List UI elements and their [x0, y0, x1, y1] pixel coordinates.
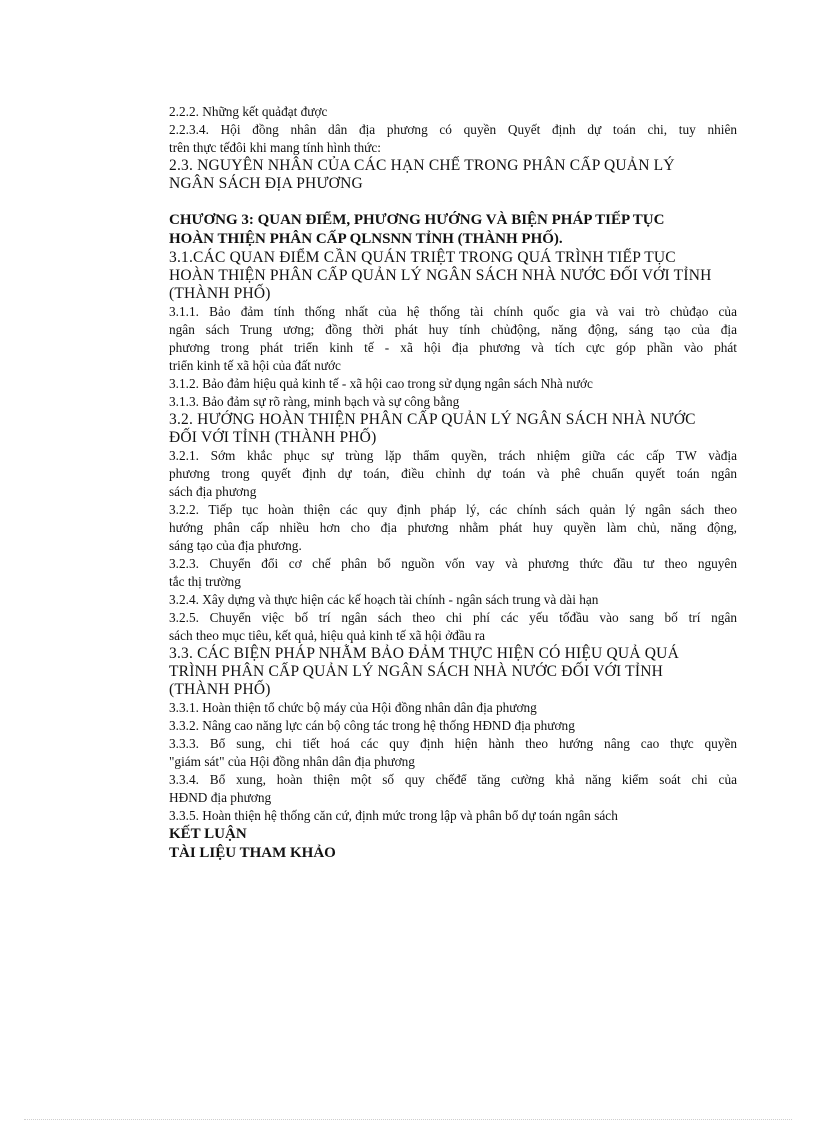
document-page	[169, 103, 737, 863]
text-line: 3.3.2. Nâng cao năng lực cán bộ công tác trong hệ thống HĐND địa phương	[169, 718, 575, 733]
text-line: 3.3.1. Hoàn thiện tổ chức bộ máy của Hội đồng nhân dân địa phương	[169, 700, 537, 715]
text-line: sáng tạo của địa phương.	[169, 538, 302, 553]
section-heading-line: HOÀN THIỆN PHÂN CẤP QUẢN LÝ NGÂN SÁCH NHÀ NƯỚC ĐỐI VỚI TỈNH	[169, 267, 712, 284]
bold-heading-line: KẾT LUẬN	[169, 826, 247, 842]
section-heading-line: ĐỐI VỚI TỈNH (THÀNH PHỐ)	[169, 429, 377, 446]
section-heading-line: 2.3. NGUYÊN NHÂN CỦA CÁC HẠN CHẾ TRONG PHÂN CẤP QUẢN LÝ	[169, 157, 675, 174]
section-heading-line: NGÂN SÁCH ĐỊA PHƯƠNG	[169, 175, 363, 192]
text-line: 3.3.4. Bổ xung, hoàn thiện một số quy chếđể tăng cường khả năng kiểm soát chi của	[169, 772, 737, 787]
blank-line	[169, 193, 737, 211]
text-line: 2.2.3.4. Hội đồng nhân dân địa phương có quyền Quyết định dự toán chi, tuy nhiên	[169, 122, 737, 137]
bold-heading-line: TÀI LIỆU THAM KHẢO	[169, 845, 336, 861]
text-line: sách theo mục tiêu, kết quả, hiệu quả kinh tế xã hội ởđầu ra	[169, 628, 486, 643]
section-heading-line: (THÀNH PHỐ)	[169, 681, 271, 698]
section-heading-line: 3.2. HƯỚNG HOÀN THIỆN PHÂN CẤP QUẢN LÝ NGÂN SÁCH NHÀ NƯỚC	[169, 411, 696, 428]
bold-heading-line: HOÀN THIỆN PHÂN CẤP QLNSNN TỈNH (THÀNH PHỐ).	[169, 231, 563, 247]
text-line: 3.1.1. Bảo đảm tính thống nhất của hệ thống tài chính quốc gia và vai trò chủđạo của	[169, 304, 737, 319]
text-line: triển kinh tế xã hội của đất nước	[169, 358, 341, 373]
page-bottom-border	[24, 1119, 792, 1120]
text-line: sách địa phương	[169, 484, 257, 499]
text-line: trên thực tếđôi khi mang tính hình thức:	[169, 140, 381, 155]
text-line: phương trong phát triển kinh tế - xã hội địa phương và tích cực góp phần vào phát	[169, 340, 737, 355]
section-heading-line: (THÀNH PHỐ)	[169, 285, 271, 302]
text-line: 3.1.2. Bảo đảm hiệu quả kinh tế - xã hội cao trong sử dụng ngân sách Nhà nước	[169, 376, 593, 391]
text-line: 3.1.3. Bảo đảm sự rõ ràng, minh bạch và sự công bằng	[169, 394, 460, 409]
text-line: 3.2.5. Chuyển việc bố trí ngân sách theo chi phí các yếu tốđầu vào sang bố trí ngân	[169, 610, 737, 625]
text-line: ngân sách Trung ương; đồng thời phát huy tính chủđộng, năng động, sáng tạo của địa	[169, 322, 737, 337]
text-line: 3.2.3. Chuyển đổi cơ chế phân bổ nguồn vốn vay và phương thức đầu tư theo nguyên	[169, 556, 737, 571]
text-line: "giám sát" của Hội đồng nhân dân địa phương	[169, 754, 415, 769]
text-line: 3.3.5. Hoàn thiện hệ thống căn cứ, định mức trong lập và phân bổ dự toán ngân sách	[169, 808, 618, 823]
text-line: 3.2.1. Sớm khắc phục sự trùng lặp thẩm quyền, trách nhiệm giữa các cấp TW vàđịa	[169, 448, 737, 463]
text-line: phương trong quyết định dự toán, điều chỉnh dự toán và phê chuẩn quyết toán ngân	[169, 466, 737, 481]
text-line: hướng phân cấp nhiều hơn cho địa phương nhằm phát huy quyền làm chủ, năng động,	[169, 520, 737, 535]
text-line: HĐND địa phương	[169, 790, 272, 805]
section-heading-line: 3.1.CÁC QUAN ĐIỂM CẦN QUÁN TRIỆT TRONG QUÁ TRÌNH TIẾP TỤC	[169, 249, 676, 266]
text-line: 3.2.2. Tiếp tục hoàn thiện các quy định pháp lý, các chính sách quản lý ngân sách theo	[169, 502, 737, 517]
section-heading-line: 3.3. CÁC BIỆN PHÁP NHẰM BẢO ĐẢM THỰC HIỆN CÓ HIỆU QUẢ QUÁ	[169, 645, 679, 662]
text-line: tắc thị trường	[169, 574, 241, 589]
text-line: 2.2.2. Những kết quảđạt được	[169, 104, 328, 119]
text-line: 3.2.4. Xây dựng và thực hiện các kế hoạch tài chính - ngân sách trung và dài hạn	[169, 592, 599, 607]
section-heading-line: TRÌNH PHÂN CẤP QUẢN LÝ NGÂN SÁCH NHÀ NƯỚC ĐỐI VỚI TỈNH	[169, 663, 664, 680]
bold-heading-line: CHƯƠNG 3: QUAN ĐIỂM, PHƯƠNG HƯỚNG VÀ BIỆN PHÁP TIẾP TỤC	[169, 212, 665, 228]
text-line: 3.3.3. Bổ sung, chi tiết hoá các quy định hiện hành theo hướng nâng cao thực quyền	[169, 736, 737, 751]
